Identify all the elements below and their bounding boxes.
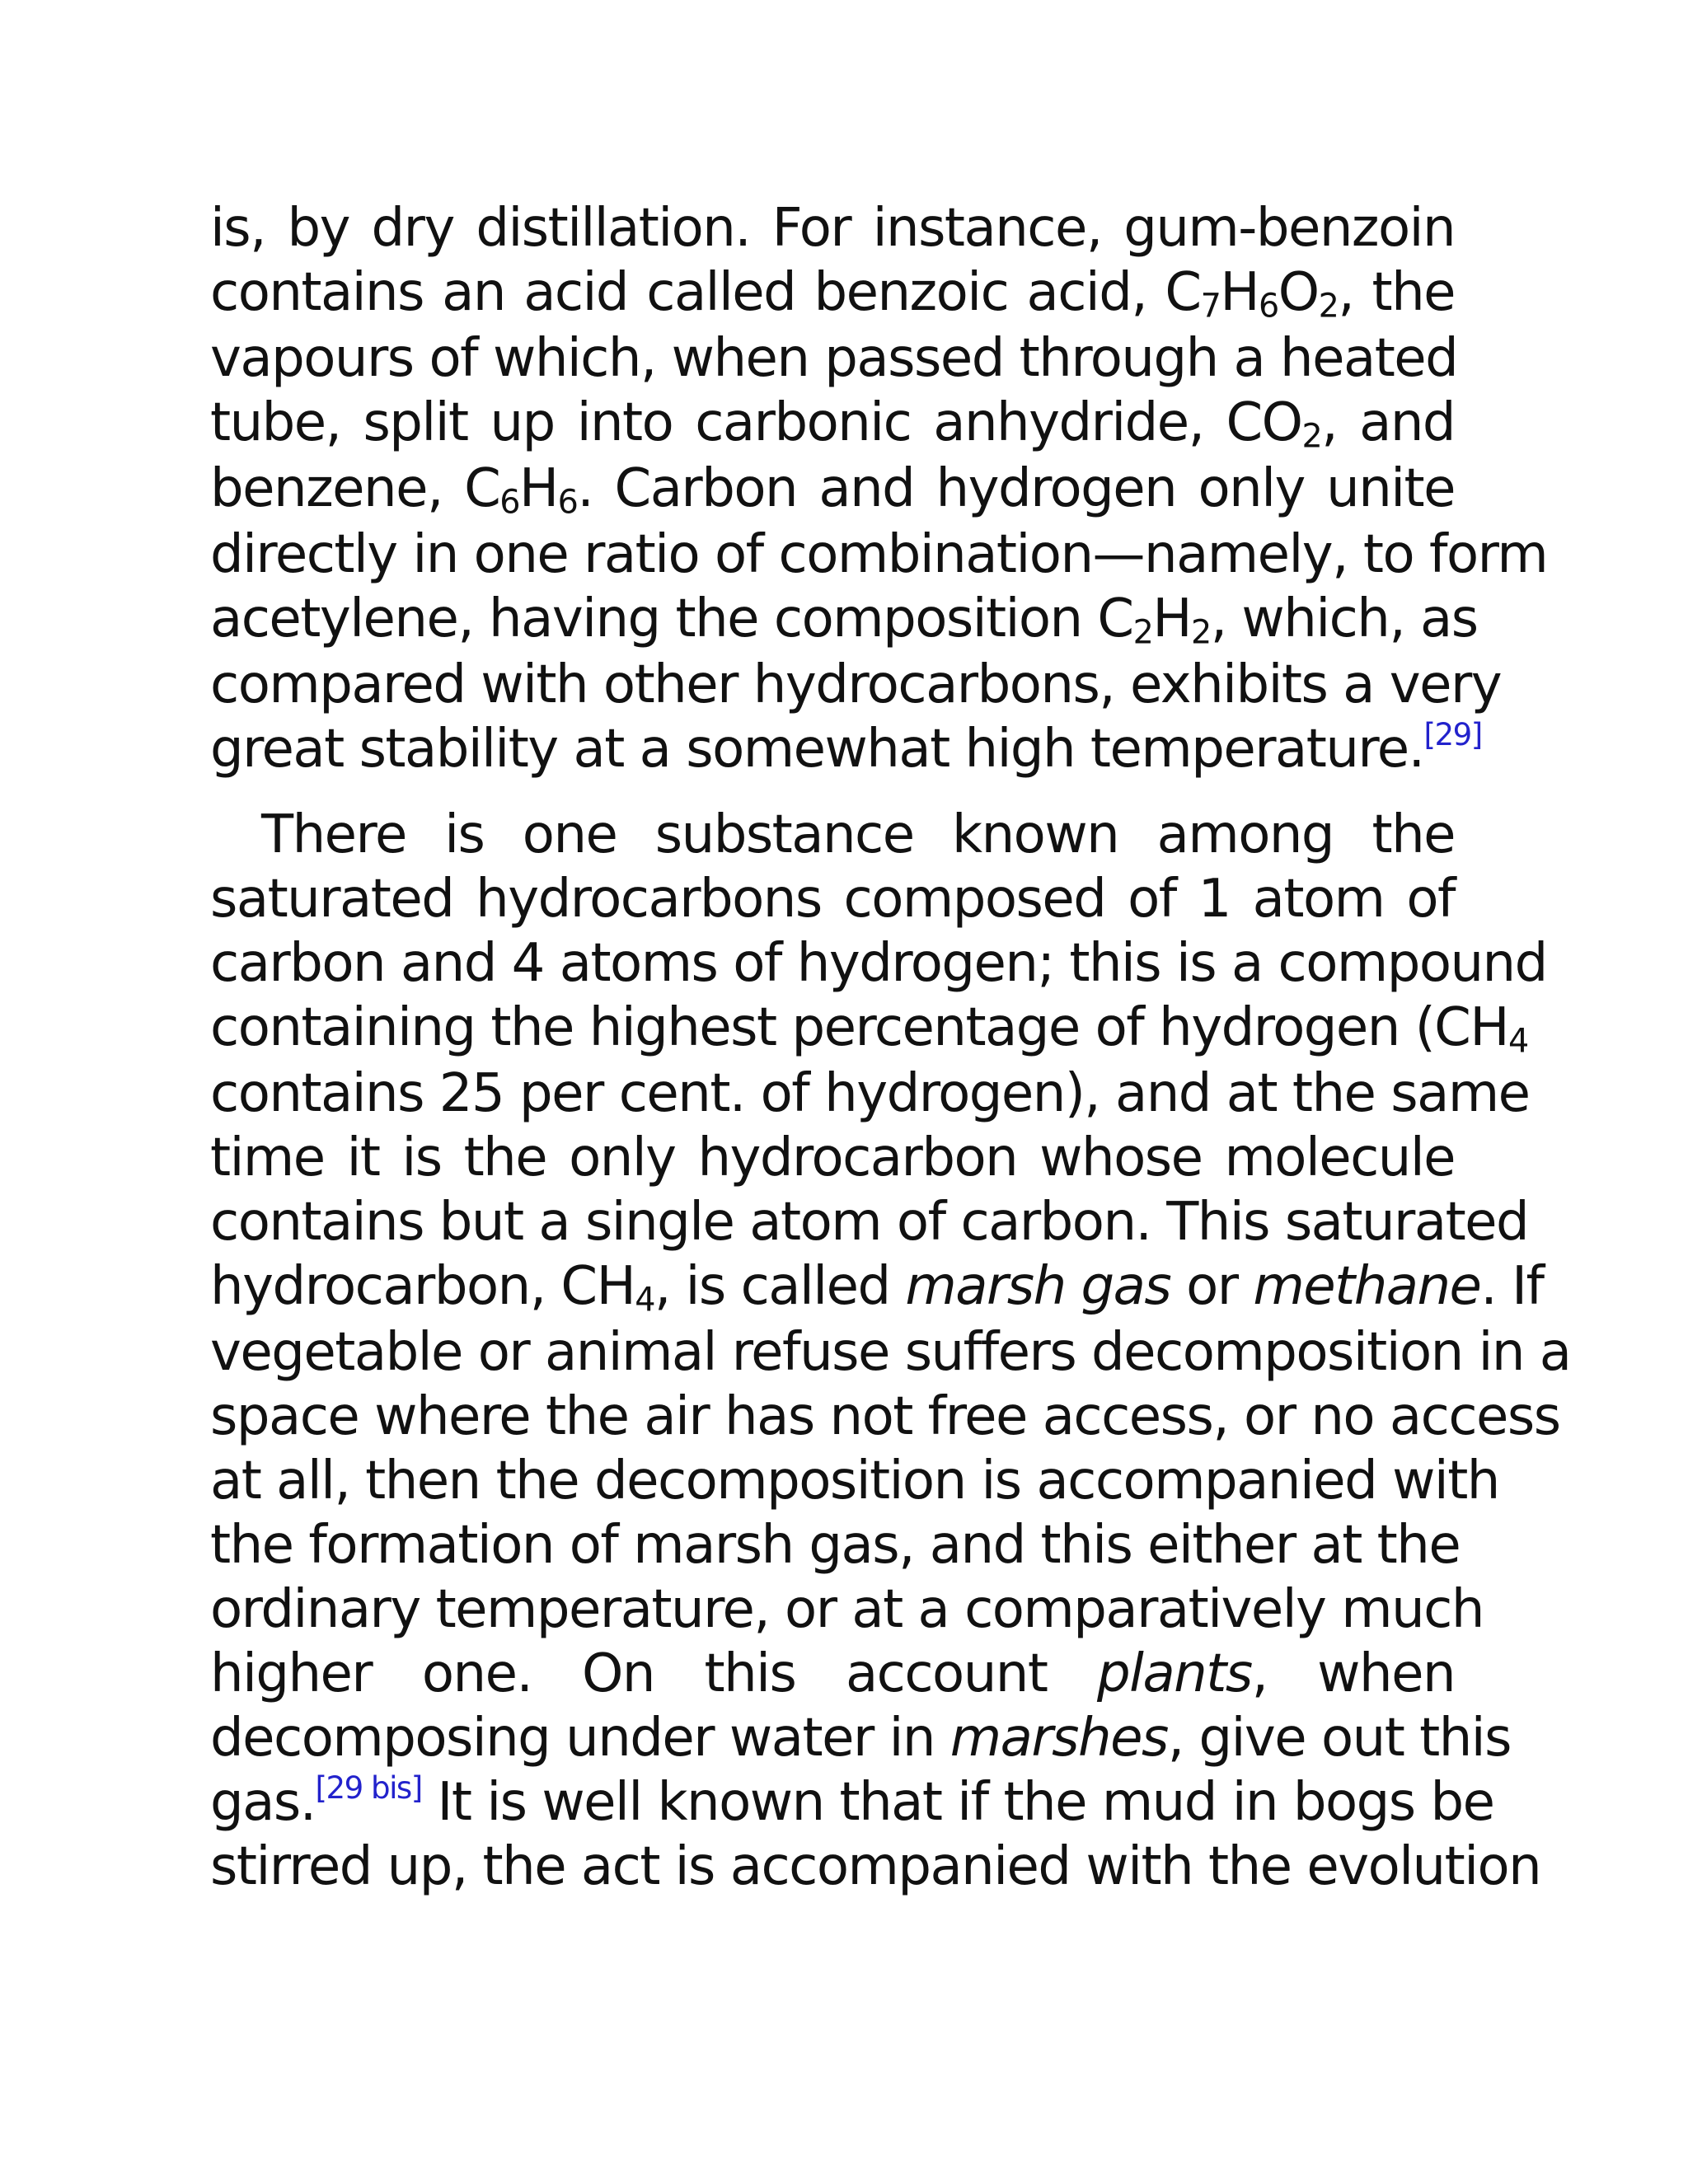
- paragraph-gap: [210, 781, 1455, 803]
- text-line: containing the highest percentage of hydrogen ($CH_4$: [210, 997, 1528, 1061]
- term-marshes: marshes: [950, 1708, 1168, 1769]
- text-line: carbon and 4 atoms of hydrogen; this is a compound: [210, 933, 1547, 994]
- text-line: vegetable or animal refuse suffers decomposition in a: [210, 1322, 1571, 1383]
- footnote-link-29[interactable]: [29]: [1423, 717, 1482, 753]
- footnote-link-29-bis[interactable]: [29 bis]: [315, 1770, 422, 1807]
- text-line: tube, split up into carbonic anhydride, $CO_2$, and: [210, 392, 1456, 456]
- text-line: higher one. On this account plants, when: [210, 1643, 1455, 1704]
- text-line: acetylene, having the composition $C_2H_2$, which, as: [210, 588, 1478, 652]
- text-line: contains 25 per cent. of hydrogen), and at the same: [210, 1063, 1530, 1124]
- text-line: at all, then the decomposition is accompanied with: [210, 1451, 1499, 1511]
- term-marsh-gas: marsh gas: [905, 1256, 1171, 1317]
- text-line: compared with other hydrocarbons, exhibits a very: [210, 654, 1502, 715]
- text-line: hydrocarbon, $CH_4$, is called marsh gas or methane. If: [210, 1256, 1544, 1319]
- text-line: contains an acid called benzoic acid, $C_7H_6O_2$, the: [210, 262, 1456, 326]
- paragraph-2: [210, 803, 1571, 1899]
- text-line: great stability at a somewhat high temperature.[29]: [210, 717, 1482, 780]
- text-line: is, by dry distillation. For instance, gum-benzoin: [210, 198, 1455, 259]
- text-line: time it is the only hydrocarbon whose molecule: [210, 1127, 1455, 1188]
- text-line: There is one substance known among the: [261, 804, 1455, 865]
- text-line: contains but a single atom of carbon. This saturated: [210, 1192, 1529, 1253]
- text-line: vapours of which, when passed through a heated: [210, 328, 1458, 389]
- text-line: directly in one ratio of combination—namely, to form: [210, 524, 1548, 585]
- text-line: ordinary temperature, or at a comparatively much: [210, 1579, 1484, 1640]
- text-line: space where the air has not free access, or no access: [210, 1386, 1560, 1447]
- text-line: stirred up, the act is accompanied with the evolution: [210, 1836, 1541, 1897]
- term-plants: plants: [1097, 1643, 1252, 1704]
- text-line: decomposing under water in marshes, give out this: [210, 1708, 1511, 1769]
- text-line: gas.[29 bis] It is well known that if the mud in bogs be: [210, 1770, 1494, 1833]
- term-methane: methane: [1253, 1256, 1481, 1317]
- text-line: benzene, $C_6H_6$. Carbon and hydrogen only unite: [210, 458, 1456, 522]
- text-line: the formation of marsh gas, and this either at the: [210, 1515, 1461, 1576]
- text-line: saturated hydrocarbons composed of 1 atom of: [210, 869, 1455, 930]
- paragraph-1: [210, 196, 1548, 781]
- document-page: [210, 196, 1571, 1899]
